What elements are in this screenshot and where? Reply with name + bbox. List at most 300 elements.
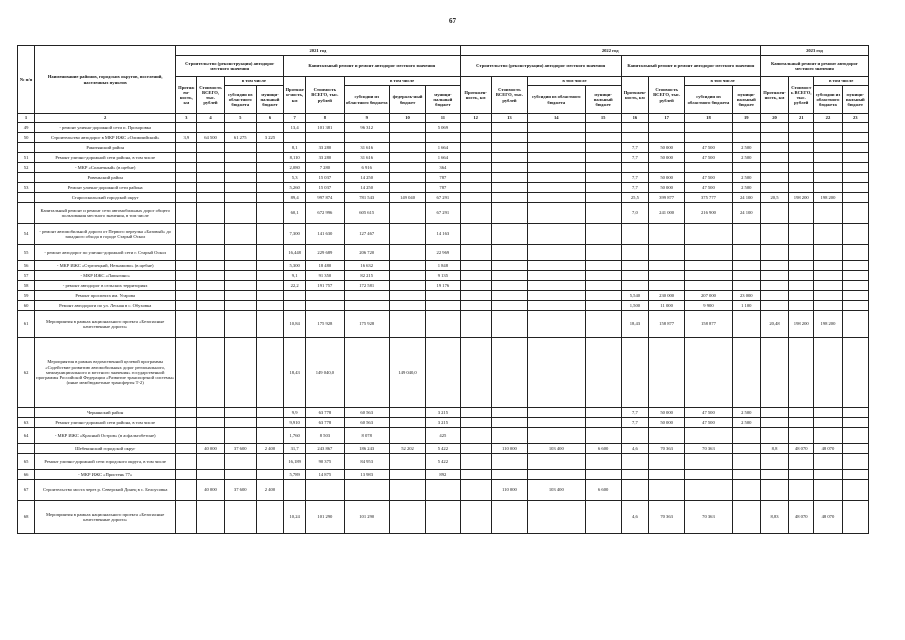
value-cell — [491, 501, 527, 534]
value-cell — [491, 203, 527, 224]
value-cell — [389, 454, 425, 470]
item-name-cell: Ремонт улично-дорожной сети городского округа, в том числе — [35, 454, 176, 470]
value-cell — [176, 153, 197, 163]
value-cell — [585, 173, 621, 183]
row-number-cell: 65 — [18, 454, 35, 470]
value-cell — [389, 245, 425, 261]
value-cell — [224, 224, 256, 245]
item-name-cell: Мероприятия в рамках национального проекта «Безопасные качественные дороги» — [35, 501, 176, 534]
value-cell — [224, 193, 256, 203]
table-row — [18, 480, 869, 501]
value-cell — [685, 123, 732, 133]
row-number-cell: 58 — [18, 281, 35, 291]
value-cell — [760, 224, 788, 245]
value-cell: 9,910 — [284, 418, 306, 428]
value-cell: 7,300 — [284, 224, 306, 245]
value-cell — [842, 338, 868, 408]
value-cell — [491, 261, 527, 271]
value-cell — [344, 133, 389, 143]
table-row — [18, 163, 869, 173]
value-cell — [842, 311, 868, 338]
value-cell — [389, 408, 425, 418]
cost-header: Стоимость ВСЕГО, тыс. рублей — [649, 77, 685, 114]
value-cell — [389, 311, 425, 338]
value-cell — [528, 261, 585, 271]
table-row — [18, 428, 869, 444]
value-cell: 3 215 — [426, 408, 460, 418]
value-cell: 1 100 — [732, 301, 760, 311]
value-cell — [732, 338, 760, 408]
column-index-cell: 11 — [426, 114, 460, 123]
value-cell — [389, 133, 425, 143]
value-cell: 50 000 — [649, 173, 685, 183]
value-cell: 8,83 — [760, 501, 788, 534]
value-cell — [389, 291, 425, 301]
value-cell — [460, 153, 491, 163]
row-number-cell: 68 — [18, 501, 35, 534]
value-cell — [224, 470, 256, 480]
value-cell — [842, 193, 868, 203]
value-cell — [842, 418, 868, 428]
value-cell: 67 291 — [426, 203, 460, 224]
value-cell — [585, 123, 621, 133]
value-cell — [814, 408, 842, 418]
item-name-cell: - МКР ИЖС «Лапыгино» — [35, 271, 176, 281]
value-cell — [224, 418, 256, 428]
value-cell: 110 000 — [491, 444, 527, 454]
value-cell — [760, 245, 788, 261]
column-index-cell: 17 — [649, 114, 685, 123]
value-cell — [760, 338, 788, 408]
value-cell — [176, 123, 197, 133]
table-row — [18, 245, 869, 261]
value-cell — [585, 418, 621, 428]
value-cell — [842, 470, 868, 480]
value-cell — [197, 203, 224, 224]
value-cell — [389, 301, 425, 311]
value-cell: 8,8 — [760, 444, 788, 454]
value-cell — [585, 143, 621, 153]
value-cell — [585, 271, 621, 281]
value-cell — [528, 338, 585, 408]
value-cell: 63 778 — [306, 418, 344, 428]
column-index-cell: 13 — [491, 114, 527, 123]
value-cell — [760, 301, 788, 311]
value-cell — [528, 428, 585, 444]
value-cell: 191 757 — [306, 281, 344, 291]
value-cell — [460, 173, 491, 183]
value-cell — [649, 454, 685, 470]
value-cell — [426, 501, 460, 534]
row-number-cell: 50 — [18, 133, 35, 143]
value-cell — [621, 271, 648, 281]
column-index-cell: 1 — [18, 114, 35, 123]
section-row — [18, 408, 869, 418]
value-cell: 13 983 — [344, 470, 389, 480]
value-cell — [585, 183, 621, 193]
value-cell — [176, 428, 197, 444]
value-cell — [842, 133, 868, 143]
value-cell — [585, 428, 621, 444]
row-number-cell — [18, 203, 35, 224]
value-cell — [789, 133, 814, 143]
value-cell: 10,84 — [284, 311, 306, 338]
value-cell — [491, 428, 527, 444]
column-index-cell: 20 — [760, 114, 788, 123]
item-name-cell: Мероприятия в рамках ведомственной целевой программы «Содействие развитию автомобильных дорог регионального, межмуниципального и местного значения» государственной программы Российской Федерации «Развитие транспортной системы» (иные межбюджетные трансферты Т-2) — [35, 338, 176, 408]
value-cell — [649, 133, 685, 143]
table-row — [18, 123, 869, 133]
value-cell: 9 900 — [685, 301, 732, 311]
value-cell: 2 500 — [732, 418, 760, 428]
value-cell — [789, 245, 814, 261]
value-cell — [426, 133, 460, 143]
value-cell — [789, 271, 814, 281]
municipal-header: муници-пальный бюджет — [426, 86, 460, 114]
value-cell — [389, 480, 425, 501]
value-cell — [528, 173, 585, 183]
value-cell — [460, 408, 491, 418]
value-cell — [649, 338, 685, 408]
value-cell — [197, 143, 224, 153]
value-cell — [197, 428, 224, 444]
table-row — [18, 271, 869, 281]
value-cell — [814, 418, 842, 428]
value-cell: 33 280 — [306, 143, 344, 153]
value-cell — [528, 163, 585, 173]
value-cell — [528, 183, 585, 193]
value-cell — [842, 281, 868, 291]
value-cell — [460, 271, 491, 281]
length-header: Протяжен-ность, км — [760, 77, 788, 114]
value-cell: 158 877 — [685, 311, 732, 338]
column-index-cell: 3 — [176, 114, 197, 123]
value-cell — [649, 428, 685, 444]
value-cell — [842, 408, 868, 418]
value-cell — [732, 444, 760, 454]
value-cell — [256, 123, 283, 133]
subsidy-header: субсидии из областного бюджета — [814, 86, 842, 114]
value-cell: 2 500 — [732, 153, 760, 163]
value-cell — [621, 245, 648, 261]
value-cell — [224, 311, 256, 338]
value-cell — [685, 261, 732, 271]
column-index-cell: 19 — [732, 114, 760, 123]
table-row — [18, 224, 869, 245]
value-cell — [789, 163, 814, 173]
value-cell — [621, 428, 648, 444]
value-cell — [685, 245, 732, 261]
value-cell — [389, 418, 425, 428]
value-cell — [585, 291, 621, 301]
value-cell — [491, 224, 527, 245]
value-cell: 18,43 — [621, 311, 648, 338]
value-cell — [621, 338, 648, 408]
value-cell — [732, 123, 760, 133]
value-cell — [814, 338, 842, 408]
item-name-cell: - ремонт автомобильной дороги от Первого переулка «Базовый» до западного обхода в городе Старый Оскол — [35, 224, 176, 245]
value-cell — [176, 183, 197, 193]
length-header: Протяжен-ность, км — [621, 77, 648, 114]
value-cell: 6 916 — [344, 163, 389, 173]
value-cell — [460, 501, 491, 534]
value-cell: 5,789 — [284, 470, 306, 480]
value-cell — [528, 143, 585, 153]
value-cell: 175 928 — [306, 311, 344, 338]
value-cell: 60 563 — [344, 418, 389, 428]
item-name-cell: - МКР ИЖС «Стрелецкий, Незнамово» (в щебне) — [35, 261, 176, 271]
value-cell: 127 467 — [344, 224, 389, 245]
value-cell — [685, 338, 732, 408]
table-row — [18, 301, 869, 311]
value-cell — [789, 224, 814, 245]
table-row — [18, 153, 869, 163]
value-cell: 50 000 — [649, 418, 685, 428]
value-cell — [256, 311, 283, 338]
value-cell — [224, 281, 256, 291]
value-cell — [224, 123, 256, 133]
value-cell — [528, 203, 585, 224]
value-cell: 9 135 — [426, 271, 460, 281]
value-cell: 425 — [426, 428, 460, 444]
value-cell: 175 928 — [344, 311, 389, 338]
value-cell — [732, 245, 760, 261]
subsidy-header: субсидии из областного бюджета — [685, 86, 732, 114]
incl-header: в том числе — [344, 77, 460, 86]
value-cell — [789, 291, 814, 301]
value-cell — [256, 261, 283, 271]
value-cell — [814, 153, 842, 163]
value-cell: 20,5 — [760, 193, 788, 203]
year-2021: 2021 год — [176, 46, 460, 56]
value-cell — [256, 301, 283, 311]
value-cell — [224, 163, 256, 173]
value-cell: 50 000 — [649, 153, 685, 163]
value-cell: 5 069 — [426, 123, 460, 133]
value-cell — [585, 224, 621, 245]
value-cell — [176, 480, 197, 501]
value-cell — [760, 143, 788, 153]
value-cell — [491, 281, 527, 291]
value-cell — [649, 163, 685, 173]
value-cell — [256, 501, 283, 534]
value-cell — [814, 123, 842, 133]
value-cell — [256, 153, 283, 163]
value-cell — [256, 143, 283, 153]
subsidy-header: субсидии из областного бюджета — [528, 86, 585, 114]
value-cell: 14 163 — [426, 224, 460, 245]
value-cell: 101 290 — [306, 501, 344, 534]
cost-header: Стоимость ВСЕГО, тыс. рублей — [789, 77, 814, 114]
value-cell — [197, 261, 224, 271]
value-cell — [585, 454, 621, 470]
value-cell — [176, 203, 197, 224]
value-cell — [732, 454, 760, 470]
value-cell — [760, 133, 788, 143]
year-2022: 2022 год — [460, 46, 760, 56]
column-index-cell: 23 — [842, 114, 868, 123]
table-row — [18, 311, 869, 338]
value-cell — [585, 153, 621, 163]
value-cell — [224, 271, 256, 281]
row-number-cell — [18, 444, 35, 454]
value-cell — [732, 428, 760, 444]
value-cell — [460, 193, 491, 203]
value-cell — [197, 245, 224, 261]
cost-header: Стоимость ВСЕГО, тыс. рублей — [491, 77, 527, 114]
value-cell — [491, 123, 527, 133]
table-row — [18, 470, 869, 480]
value-cell — [389, 143, 425, 153]
value-cell — [621, 480, 648, 501]
value-cell — [685, 480, 732, 501]
column-index-cell: 10 — [389, 114, 425, 123]
value-cell: 198 200 — [789, 193, 814, 203]
value-cell — [621, 470, 648, 480]
value-cell — [789, 281, 814, 291]
value-cell — [842, 163, 868, 173]
value-cell — [732, 224, 760, 245]
value-cell — [491, 173, 527, 183]
row-number-cell: 55 — [18, 245, 35, 261]
value-cell — [344, 291, 389, 301]
value-cell — [197, 470, 224, 480]
value-cell — [306, 291, 344, 301]
value-cell — [649, 261, 685, 271]
value-cell: 7,7 — [621, 143, 648, 153]
value-cell — [760, 408, 788, 418]
value-cell — [197, 224, 224, 245]
incl-header: в том числе — [224, 77, 283, 86]
value-cell — [842, 143, 868, 153]
value-cell: 186 243 — [344, 444, 389, 454]
value-cell — [649, 281, 685, 291]
value-cell — [789, 203, 814, 224]
value-cell: 110 000 — [491, 480, 527, 501]
value-cell — [389, 428, 425, 444]
value-cell: 16,448 — [284, 245, 306, 261]
value-cell — [585, 311, 621, 338]
value-cell: 198 200 — [789, 311, 814, 338]
value-cell — [491, 311, 527, 338]
value-cell — [842, 183, 868, 193]
value-cell — [176, 501, 197, 534]
value-cell: 15 037 — [306, 173, 344, 183]
value-cell — [842, 203, 868, 224]
value-cell — [197, 291, 224, 301]
value-cell: 47 500 — [685, 153, 732, 163]
column-index-cell: 9 — [344, 114, 389, 123]
value-cell: 47 500 — [685, 418, 732, 428]
value-cell: 216 900 — [685, 203, 732, 224]
value-cell: 15 037 — [306, 183, 344, 193]
cost-header: Стоимость ВСЕГО, тыс. рублей — [306, 77, 344, 114]
value-cell: 61 275 — [224, 133, 256, 143]
value-cell: 64 500 — [197, 133, 224, 143]
value-cell: 2 500 — [732, 408, 760, 418]
value-cell — [528, 271, 585, 281]
value-cell — [814, 470, 842, 480]
value-cell — [256, 470, 283, 480]
value-cell: 7,7 — [621, 418, 648, 428]
value-cell: 5,3 — [284, 173, 306, 183]
value-cell — [256, 203, 283, 224]
value-cell — [491, 193, 527, 203]
table-row — [18, 418, 869, 428]
value-cell — [842, 123, 868, 133]
value-cell: 5,300 — [284, 261, 306, 271]
value-cell: 158 877 — [649, 311, 685, 338]
value-cell: 8 503 — [306, 428, 344, 444]
group-repair-2022: Капитальный ремонт и ремонт автодорог местного значения — [621, 56, 760, 77]
value-cell — [685, 281, 732, 291]
value-cell — [528, 123, 585, 133]
district-name-cell: Старооскольский городской округ — [35, 193, 176, 203]
value-cell — [732, 480, 760, 501]
value-cell: 82 215 — [344, 271, 389, 281]
value-cell: 63 778 — [306, 408, 344, 418]
value-cell — [814, 428, 842, 444]
row-number-cell: 59 — [18, 291, 35, 301]
value-cell — [344, 301, 389, 311]
value-cell — [426, 301, 460, 311]
value-cell: 18,43 — [284, 338, 306, 408]
value-cell: 1,500 — [621, 301, 648, 311]
municipal-header: муници-пальный бюджет — [842, 86, 868, 114]
value-cell — [176, 301, 197, 311]
value-cell: 20,48 — [760, 311, 788, 338]
value-cell — [789, 338, 814, 408]
value-cell — [491, 470, 527, 480]
value-cell — [284, 291, 306, 301]
value-cell — [306, 133, 344, 143]
row-number-cell: 49 — [18, 123, 35, 133]
value-cell: 375 777 — [685, 193, 732, 203]
value-cell: 91 350 — [306, 271, 344, 281]
value-cell — [814, 183, 842, 193]
value-cell: 3 225 — [256, 133, 283, 143]
value-cell — [256, 281, 283, 291]
item-name-cell: - ремонт автодорог в сельских территориях — [35, 281, 176, 291]
value-cell — [685, 133, 732, 143]
value-cell: 207 000 — [685, 291, 732, 301]
value-cell — [760, 291, 788, 301]
value-cell — [460, 470, 491, 480]
row-number-cell — [18, 173, 35, 183]
item-name-cell: - ремонт улично-дорожной сети п. Прохоровка — [35, 123, 176, 133]
value-cell — [389, 501, 425, 534]
value-cell — [460, 454, 491, 470]
column-index-cell: 22 — [814, 114, 842, 123]
value-cell: 47 500 — [685, 408, 732, 418]
value-cell — [224, 173, 256, 183]
value-cell: 2 400 — [256, 444, 283, 454]
value-cell — [460, 245, 491, 261]
value-cell — [814, 480, 842, 501]
value-cell — [789, 261, 814, 271]
value-cell — [176, 291, 197, 301]
value-cell — [491, 133, 527, 143]
section-row — [18, 444, 869, 454]
value-cell — [732, 501, 760, 534]
value-cell: 16,189 — [284, 454, 306, 470]
value-cell — [528, 153, 585, 163]
value-cell: 787 — [426, 173, 460, 183]
group-repair-2023: Капитальный ремонт и ремонт автодорог местного значения — [760, 56, 868, 77]
value-cell — [197, 338, 224, 408]
value-cell — [685, 428, 732, 444]
value-cell: 60 563 — [344, 408, 389, 418]
